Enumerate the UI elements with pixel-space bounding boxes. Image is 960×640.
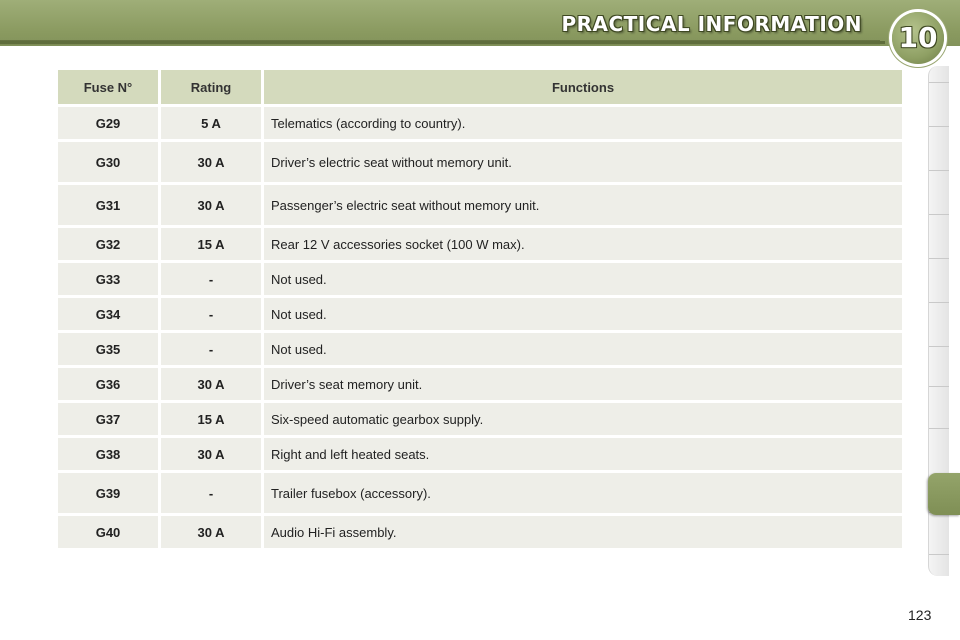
fuse-cell: G31 [58,185,158,225]
function-cell: Driver’s electric seat without memory unit. [264,142,902,182]
fuse-table [55,67,905,551]
rating-cell: 5 A [161,107,261,139]
function-cell: Not used. [264,263,902,295]
fuse-cell: G35 [58,333,158,365]
function-cell: Audio Hi-Fi assembly. [264,516,902,548]
column-header-functions: Functions [264,70,902,104]
fuse-cell: G34 [58,298,158,330]
fuse-cell: G30 [58,142,158,182]
column-header-rating: Rating [161,70,261,104]
chapter-number: 10 [898,21,938,54]
table-row [58,228,902,260]
fuse-cell: G37 [58,403,158,435]
fuse-cell: G39 [58,473,158,513]
tab-divider [929,258,949,259]
rating-cell: 30 A [161,516,261,548]
fuse-cell: G40 [58,516,158,548]
rating-cell: 30 A [161,142,261,182]
function-cell: Driver’s seat memory unit. [264,368,902,400]
function-cell: Not used. [264,298,902,330]
rating-cell: - [161,263,261,295]
tab-divider [929,428,949,429]
chapter-badge [892,12,944,64]
rating-cell: - [161,298,261,330]
tab-divider [929,386,949,387]
function-cell: Telematics (according to country). [264,107,902,139]
rating-cell: 30 A [161,438,261,470]
function-cell: Not used. [264,333,902,365]
header-underline [0,41,885,44]
table-header-row [58,70,902,104]
function-cell: Six-speed automatic gearbox supply. [264,403,902,435]
fuse-cell: G29 [58,107,158,139]
rating-cell: 15 A [161,228,261,260]
table-row [58,368,902,400]
tab-divider [929,554,949,555]
table-row [58,263,902,295]
tab-divider [929,302,949,303]
chapter-tab-active[interactable] [928,473,960,515]
rating-cell: - [161,473,261,513]
tab-divider [929,82,949,83]
table-row [58,298,902,330]
rating-cell: - [161,333,261,365]
column-header-fuse: Fuse N° [58,70,158,104]
fuse-cell: G36 [58,368,158,400]
table-row [58,516,902,548]
fuse-cell: G33 [58,263,158,295]
table-row [58,438,902,470]
table-row [58,403,902,435]
table-row [58,333,902,365]
tab-divider [929,346,949,347]
header-gap [0,46,960,60]
tab-divider [929,170,949,171]
table-row [58,185,902,225]
function-cell: Rear 12 V accessories socket (100 W max). [264,228,902,260]
page-number: 123 [908,607,932,623]
function-cell: Right and left heated seats. [264,438,902,470]
rating-cell: 15 A [161,403,261,435]
fuse-cell: G32 [58,228,158,260]
tab-divider [929,126,949,127]
page-title: PRACTICAL INFORMATION [561,12,862,36]
function-cell: Trailer fusebox (accessory). [264,473,902,513]
table-row [58,473,902,513]
table-row [58,142,902,182]
function-cell: Passenger’s electric seat without memory unit. [264,185,902,225]
fuse-cell: G38 [58,438,158,470]
rating-cell: 30 A [161,185,261,225]
tab-divider [929,214,949,215]
rating-cell: 30 A [161,368,261,400]
table-row [58,107,902,139]
